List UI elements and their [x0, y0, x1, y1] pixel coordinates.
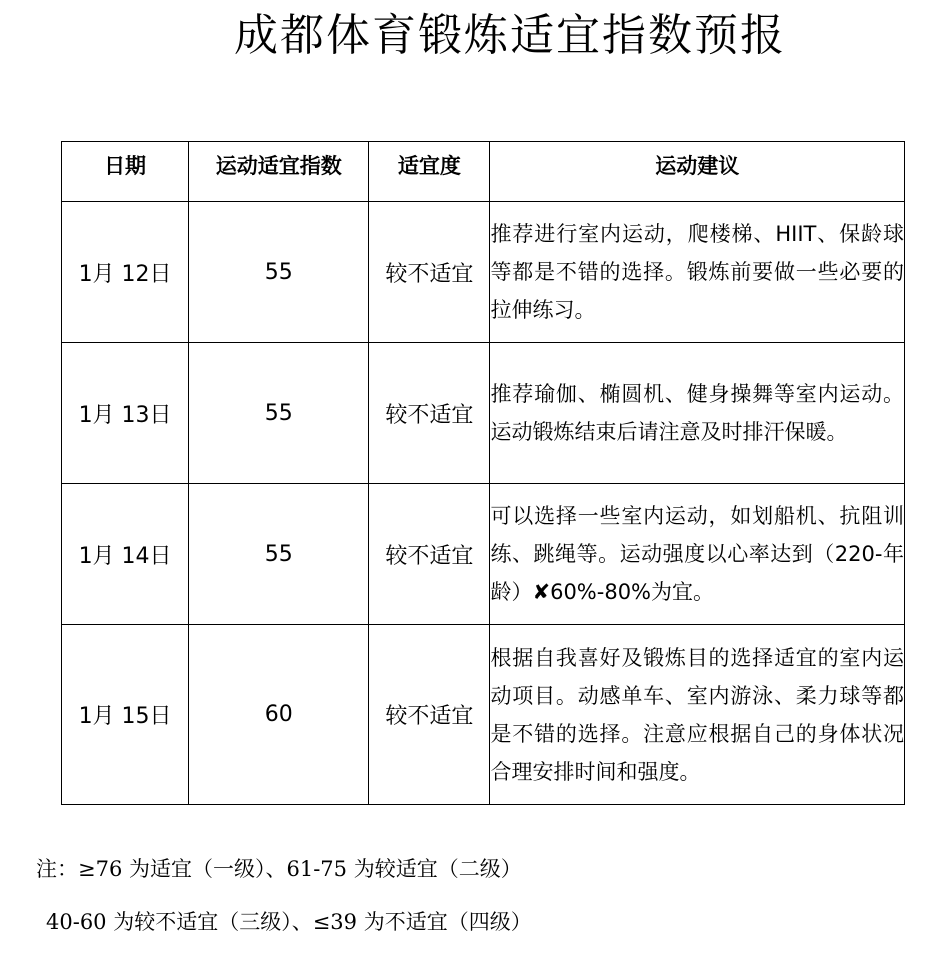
- index-cell: 60: [189, 625, 369, 805]
- date-cell: 1月 15日: [62, 625, 189, 805]
- advice-cell: 根据自我喜好及锻炼目的选择适宜的室内运动项目。动感单车、室内游泳、柔力球等都是不错的选择。注意应根据自己的身体状况合理安排时间和强度。: [490, 625, 905, 805]
- header-date: 日期: [62, 142, 189, 202]
- level-cell: 较不适宜: [369, 625, 490, 805]
- index-cell: 55: [189, 484, 369, 625]
- table-row: [62, 625, 905, 805]
- page-title: 成都体育锻炼适宜指数预报: [234, 10, 786, 61]
- level-cell: 较不适宜: [369, 343, 490, 484]
- date-cell: 1月 14日: [62, 484, 189, 625]
- advice-cell: 推荐进行室内运动，爬楼梯、HIIT、保龄球等都是不错的选择。锻炼前要做一些必要的拉伸练习。: [490, 202, 905, 343]
- legend-note-line1: 注：≥76 为适宜（一级）、61-75 为较适宜（二级）: [36, 857, 522, 881]
- date-cell: 1月 13日: [62, 343, 189, 484]
- forecast-table: [61, 141, 905, 805]
- advice-cell: 可以选择一些室内运动，如划船机、抗阻训练、跳绳等。运动强度以心率达到（220-年龄）✘60%-80%为宜。: [490, 484, 905, 625]
- legend-note-line2: 40-60 为较不适宜（三级）、≤39 为不适宜（四级）: [46, 910, 532, 934]
- table-header-row: [62, 142, 905, 202]
- advice-cell: 推荐瑜伽、椭圆机、健身操舞等室内运动。运动锻炼结束后请注意及时排汗保暖。: [490, 343, 905, 484]
- table-row: [62, 484, 905, 625]
- table-row: [62, 202, 905, 343]
- level-cell: 较不适宜: [369, 484, 490, 625]
- index-cell: 55: [189, 202, 369, 343]
- header-level: 适宜度: [369, 142, 490, 202]
- index-cell: 55: [189, 343, 369, 484]
- header-advice: 运动建议: [490, 142, 905, 202]
- level-cell: 较不适宜: [369, 202, 490, 343]
- table-row: [62, 343, 905, 484]
- header-index: 运动适宜指数: [189, 142, 369, 202]
- date-cell: 1月 12日: [62, 202, 189, 343]
